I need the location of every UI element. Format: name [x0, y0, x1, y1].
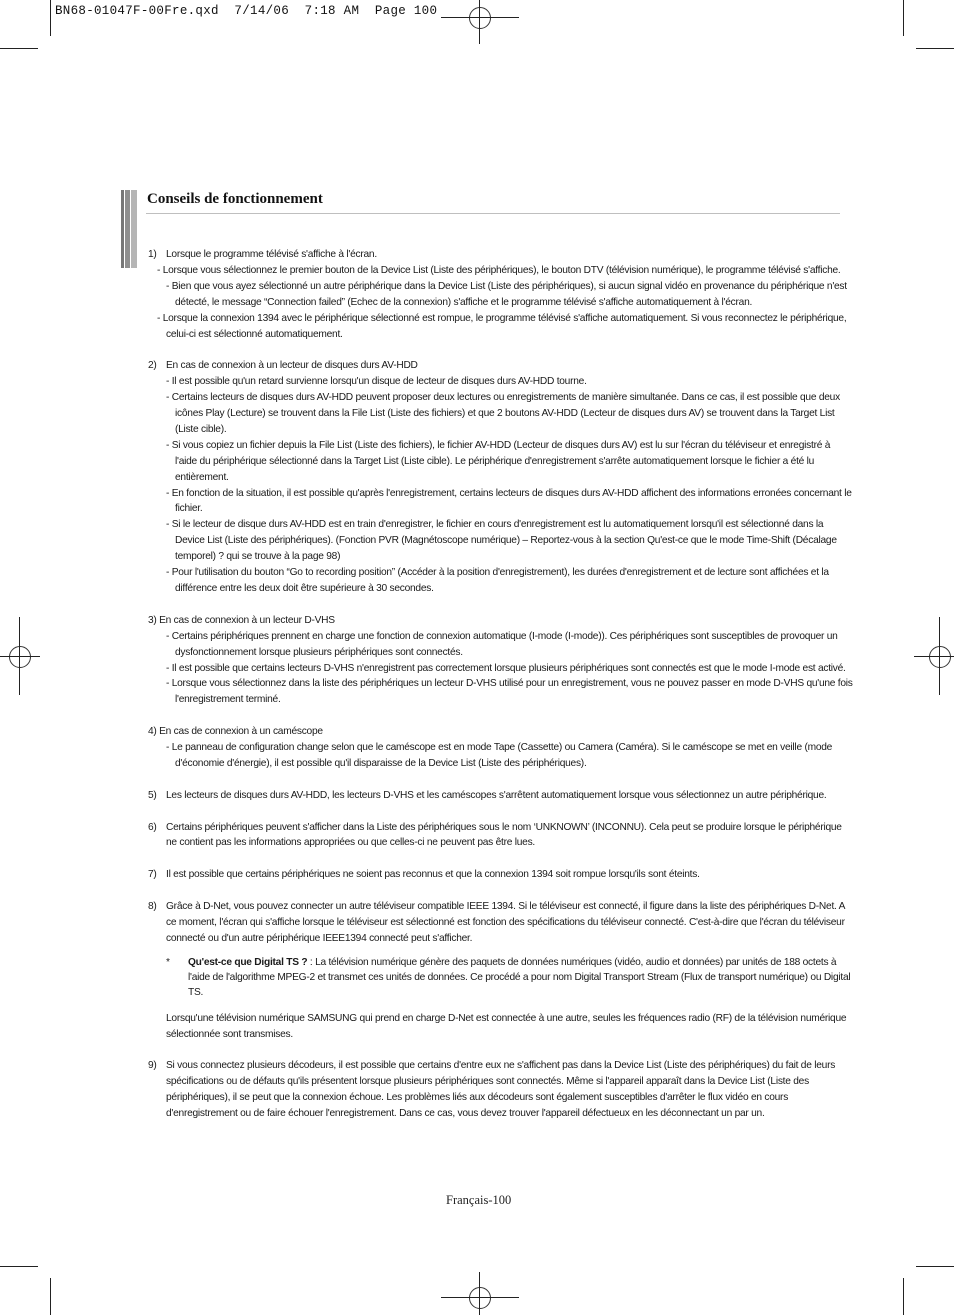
crop-mark-top-left [0, 48, 38, 49]
crop-mark-top-left-v [50, 0, 51, 36]
sub-item: - Si le lecteur de disque durs AV-HDD est en train d'enregistrer, le fichier en cours d'enregistrement est lu automatiquement lorsqu'il est sélectionné dans la Device List (Liste des périphériques). (Fonction PVR (Magnétoscope numérique) – Reportez-vous à la section Qu'est-ce que le mode Time-Shift (Décalage temporel) ? qui se trouve à la page 98) [166, 519, 837, 563]
item-number: 5) [148, 789, 157, 801]
list-item-4 [148, 724, 854, 772]
list-item-7 [148, 867, 854, 883]
item-lead: Il est possible que certains périphériques ne soient pas reconnus et que la connexion 1394 soit rompue lorsqu'ils sont éteints. [166, 869, 700, 881]
sub-item: - Le panneau de configuration change selon que le caméscope est en mode Tape (Cassette) ou Camera (Caméra). Si le caméscope se met en veille (mode d'économie d'énergie), il est possible qu'il disparaisse de la Device List (Liste des périphériques). [166, 742, 833, 769]
list-item-2 [148, 358, 854, 597]
list-item-9 [148, 1058, 854, 1122]
note-marker: * [166, 956, 170, 968]
sub-item: - Lorsque la connexion 1394 avec le périphérique sélectionné est rompue, le programme télévisé s'affiche automatiquement. Si vous reconnectez le périphérique, celui-ci est sélectionné automatiquement. [157, 312, 847, 340]
registration-target-left-h [0, 656, 40, 657]
crop-mark-bottom-right [916, 1266, 954, 1267]
crop-mark-top-right [916, 48, 954, 49]
print-header: BN68-01047F-00Fre.qxd 7/14/06 7:18 AM Page 100 [55, 4, 438, 18]
section-header-bars [121, 190, 137, 268]
item-lead: 4) En cas de connexion à un caméscope [148, 726, 323, 738]
sub-item: - Pour l'utilisation du bouton “Go to recording position” (Accéder à la position d'enregistrement), les durées d'enregistrement et de lecture sont affichées et la différence entre les deux doit être supérieure à 30 secondes. [166, 567, 829, 595]
registration-target-top-h [441, 17, 519, 18]
registration-target-top [469, 7, 491, 29]
item-number: 6) [148, 821, 157, 833]
item-lead: Lorsque le programme télévisé s'affiche à l'écran. [166, 249, 377, 260]
registration-target-bottom-h [441, 1297, 519, 1298]
page-footer: Français-100 [446, 1193, 512, 1207]
sub-item: - Certains lecteurs de disques durs AV-HDD peuvent proposer deux lectures ou enregistrements de manière simultanée. Dans ce cas, il est possible que deux icônes Play (Lecture) se trouvent dans la File List (Liste des fichiers) et que 2 boutons AV-HDD (Lecteur de disques durs AV) se trouvent dans la Target List (Liste cible). [166, 392, 840, 435]
crop-mark-bottom-left [0, 1266, 38, 1267]
item-after-text: Lorsqu'une télévision numérique SAMSUNG qui prend en charge D-Net est connectée à une autre, seules les fréquences radio (RF) de la télévision numérique sélectionnée sont transmises. [166, 1012, 847, 1040]
registration-target-left [9, 646, 31, 668]
content [148, 247, 854, 1122]
sub-item: - Lorsque vous sélectionnez le premier bouton de la Device List (Liste des périphériques), le bouton DTV (télévision numérique), le programme télévisé s'affiche. [157, 264, 841, 276]
registration-target-right [929, 646, 951, 668]
sub-item: - Certains périphériques prennent en charge une fonction de connexion automatique (I-mode (I-mode)). Ces périphériques sont susceptibles de provoquer un dysfonctionnement lorsque plusieurs périphériques sont connectés. [166, 630, 838, 658]
item-lead: 3) En cas de connexion à un lecteur D-VHS [148, 614, 335, 626]
item-lead: Les lecteurs de disques durs AV-HDD, les lecteurs D-VHS et les caméscopes s'arrêtent automatiquement lorsque vous sélectionnez un autre périphérique. [166, 789, 827, 801]
item-lead: Certains périphériques peuvent s'afficher dans la Liste des périphériques sous le nom ‘UNKNOWN’ (INCONNU). Cela peut se produire lorsque le périphérique ne contient pas les informations appropriées ou que celles-ci ne peuvent pas être lues. [166, 821, 842, 849]
sub-item: - Bien que vous ayez sélectionné un autre périphérique dans la Device List (Liste des périphériques), si aucun signal vidéo en provenance du périphérique n'est détecté, le message “Connection failed” (Echec de la connexion) s'affiche et le programme télévisé s'affiche automatiquement à l'écran. [166, 280, 847, 308]
sub-item: - Il est possible que certains lecteurs D-VHS n'enregistrent pas correctement lorsque plusieurs périphériques sont connectés est que le mode I-mode est activé. [166, 662, 846, 674]
item-lead: Si vous connectez plusieurs décodeurs, il est possible que certains d'entre eux ne s'affichent pas dans la Device List (Liste des périphériques) du fait de leurs spécifications ou de défauts qu'ils présentent lorsque plusieurs périphériques sont connectés. Même si l'appareil apparaît dans la Device List (Liste des périphériques), il se peut que la connexion échoue. Les problèmes liés aux décodeurs sont également susceptibles d'arrêter le flux vidéo en cours d'enregistrement ou de faire échouer l'enregistrement. Dans ce cas, vous devez trouver l'appareil défectueux en les déconnectant un par un. [166, 1060, 836, 1120]
list-item-5 [148, 788, 854, 804]
note-term: Qu'est-ce que Digital TS ? [188, 956, 308, 968]
sub-item: - Lorsque vous sélectionnez dans la liste des périphériques un lecteur D-VHS utilisé pour un enregistrement, vous ne pouvez passer en mode D-VHS qu'une fois l'enregistrement terminé. [166, 678, 853, 706]
list-item-1 [148, 247, 854, 342]
item-number: 9) [148, 1060, 157, 1072]
sub-item: - Si vous copiez un fichier depuis la File List (Liste des fichiers), le fichier AV-HDD (Lecteur de disques durs AV) est lu sur l'écran du téléviseur et enregistré à l'aide du périphérique sélectionné dans la Target List (Liste cible). Le périphérique d'enregistrement s'arrête automatiquement lorsque le fichier a été lu entièrement. [166, 439, 831, 483]
list-item-3 [148, 613, 854, 708]
registration-target-top-v [479, 0, 480, 44]
registration-target-left-v [19, 617, 20, 695]
section-title-rule [146, 213, 840, 214]
registration-target-bottom [469, 1287, 491, 1309]
crop-mark-bottom-right-v [903, 1278, 904, 1315]
registration-target-bottom-v [479, 1272, 480, 1315]
item-number: 7) [148, 869, 157, 881]
sub-item: - Il est possible qu'un retard survienne lorsqu'un disque de lecteur de disques durs AV-HDD tourne. [166, 376, 587, 388]
list-item-6 [148, 820, 854, 852]
section-title: Conseils de fonctionnement [147, 191, 323, 207]
item-number: 2) [148, 360, 157, 372]
registration-target-right-h [914, 656, 954, 657]
crop-mark-top-right-v [903, 0, 904, 36]
item-number: 8) [148, 901, 157, 913]
item-number: 1) [148, 249, 157, 260]
item-lead: Grâce à D-Net, vous pouvez connecter un autre téléviseur compatible IEEE 1394. Si le téléviseur est connecté, il figure dans la liste des périphériques D-Net. A ce moment, l'écran qui s'affiche lorsque le téléviseur est sélectionné est fonction des spécifications du téléviseur connecté. C'est-à-dire que l'écran du téléviseur connecté ou d'un autre périphérique IEEE1394 connecté peut s'afficher. [166, 901, 845, 944]
note-text: : La télévision numérique génère des paquets de données numériques (vidéo, audio et données) par unités de 188 octets à l'aide de l'algorithme MPEG-2 et transmet ces unités de données. Ce procédé a pour nom Digital Transport Stream (Flux de transport numérique) ou Digital TS. [188, 956, 851, 998]
crop-mark-bottom-left-v [50, 1278, 51, 1315]
list-item-8 [148, 899, 854, 1043]
digital-ts-note [148, 955, 854, 1000]
registration-target-right-v [939, 617, 940, 695]
sub-item: - En fonction de la situation, il est possible qu'après l'enregistrement, certains lecteurs de disques durs AV-HDD affichent des informations erronées concernant le fichier. [166, 487, 852, 515]
item-lead: En cas de connexion à un lecteur de disques durs AV-HDD [166, 360, 418, 372]
